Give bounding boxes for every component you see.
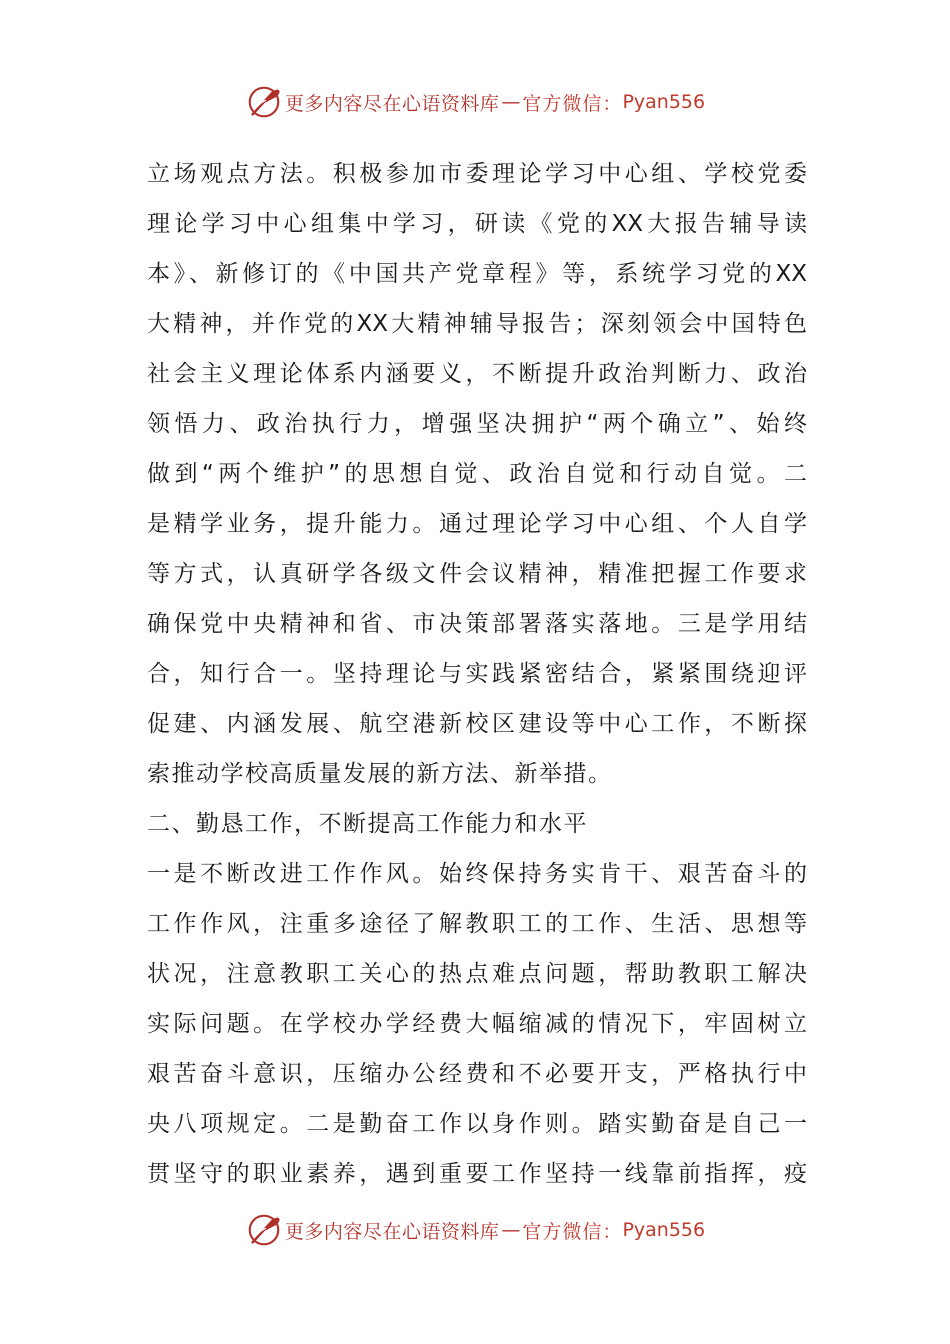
footer-banner <box>0 1210 950 1250</box>
text-line: 是精学业务，提升能力。通过理论学习中心组、个人自学 <box>147 511 807 537</box>
text-line: 确保党中央精神和省、市决策部署落实落地。三是学用结 <box>147 611 807 637</box>
text-line: 央八项规定。二是勤奋工作以身作则。踏实勤奋是自己一 <box>147 1111 807 1137</box>
banner-wechat-id: Pyan556 <box>622 91 706 113</box>
banner-separator: — <box>501 91 521 113</box>
text-line: 一是不断改进工作作风。始终保持务实肯干、艰苦奋斗的 <box>147 861 807 887</box>
header-banner <box>0 82 950 122</box>
section-heading: 二、勤恳工作，不断提高工作能力和水平 <box>147 811 588 837</box>
banner-wechat-id: Pyan556 <box>622 1219 706 1241</box>
text-line: 状况，注意教职工关心的热点难点问题，帮助教职工解决 <box>147 961 807 987</box>
text-line: 做到“两个维护”的思想自觉、政治自觉和行动自觉。二 <box>147 461 807 487</box>
text-line: 社会主义理论体系内涵要义，不断提升政治判断力、政治 <box>147 361 807 387</box>
text-line: 领悟力、政治执行力，增强坚决拥护“两个确立”、始终 <box>147 411 807 437</box>
text-line: 艰苦奋斗意识，压缩办公经费和不必要开支，严格执行中 <box>147 1061 807 1087</box>
text-line: 促建、内涵发展、航空港新校区建设等中心工作，不断探 <box>147 711 807 737</box>
text-line: 大精神，并作党的XX大精神辅导报告；深刻领会中国特色 <box>147 311 807 337</box>
banner-separator: — <box>501 1219 521 1241</box>
quill-seal-icon <box>245 83 283 121</box>
quill-seal-icon <box>245 1211 283 1249</box>
banner-wechat-label: 官方微信： <box>522 1220 623 1243</box>
text-line: 索推动学校高质量发展的新方法、新举措。 <box>147 761 613 787</box>
text-line: 等方式，认真研学各级文件会议精神，精准把握工作要求 <box>147 561 807 587</box>
text-line: 贯坚守的职业素养，遇到重要工作坚持一线靠前指挥，疫 <box>147 1161 807 1187</box>
text-line: 合，知行合一。坚持理论与实践紧密结合，紧紧围绕迎评 <box>147 661 807 687</box>
text-line: 本》、新修订的《中国共产党章程》等，系统学习党的XX <box>147 261 807 287</box>
document-body <box>147 149 807 1199</box>
banner-text: 更多内容尽在心语资料库 <box>284 1220 500 1243</box>
text-line: 理论学习中心组集中学习，研读《党的XX大报告辅导读 <box>147 211 807 237</box>
text-line: 立场观点方法。积极参加市委理论学习中心组、学校党委 <box>147 161 807 187</box>
text-line: 实际问题。在学校办学经费大幅缩减的情况下，牢固树立 <box>147 1011 807 1037</box>
banner-wechat-label: 官方微信： <box>522 92 623 115</box>
text-line: 工作作风，注重多途径了解教职工的工作、生活、思想等 <box>147 911 807 937</box>
banner-text: 更多内容尽在心语资料库 <box>284 92 500 115</box>
